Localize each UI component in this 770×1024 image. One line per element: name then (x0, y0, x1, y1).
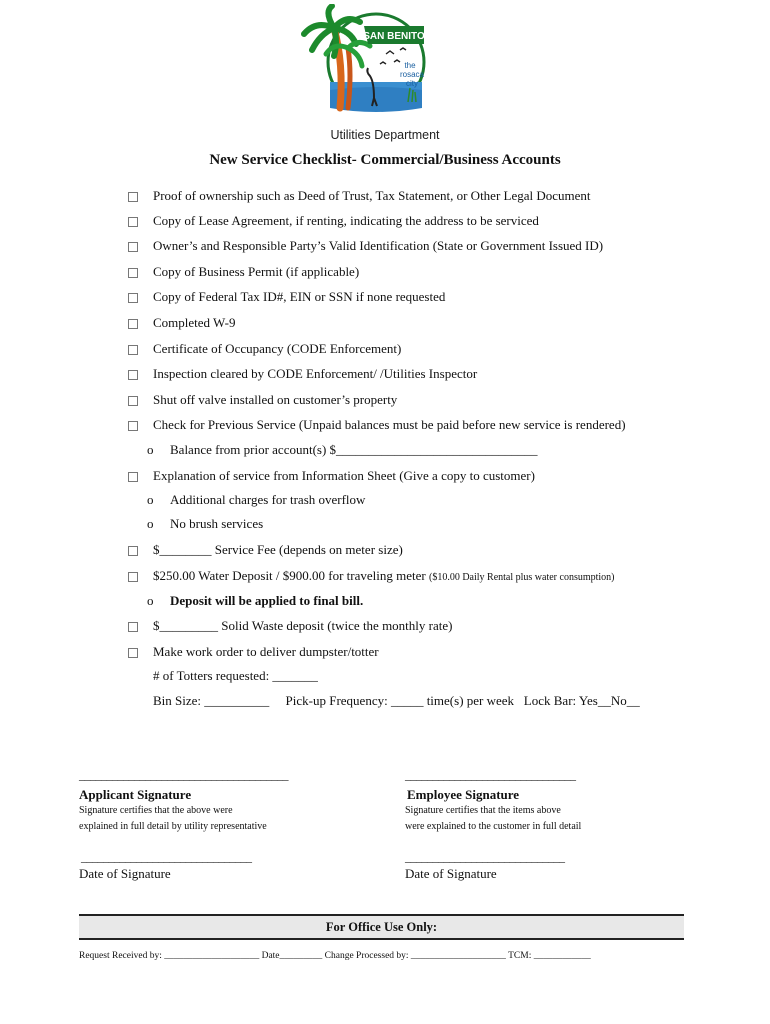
san-benito-logo (290, 4, 446, 124)
checkbox-icon[interactable] (128, 622, 138, 632)
employee-date-line[interactable]: _____________________________ (405, 850, 565, 864)
bin-size-field[interactable]: Bin Size: __________ Pick-up Frequency: _____ time(s) per week Lock Bar: Yes__No__ (153, 693, 640, 708)
employee-signature-line[interactable]: _______________________________ (405, 768, 576, 782)
checkbox-icon[interactable] (128, 546, 138, 556)
checkbox-icon[interactable] (128, 345, 138, 355)
logo-tagline-3: city (406, 79, 418, 88)
checkbox-icon[interactable] (128, 421, 138, 431)
applicant-signature-note-2: explained in full detail by utility representative (79, 821, 267, 832)
checkbox-icon[interactable] (128, 572, 138, 582)
checkbox-icon[interactable] (128, 370, 138, 380)
checkbox-icon[interactable] (128, 319, 138, 329)
water-deposit-note: ($10.00 Daily Rental plus water consumption) (428, 572, 615, 583)
water-deposit-text: $250.00 Water Deposit / $900.00 for traveling meter (153, 568, 426, 583)
applicant-signature-note-1: Signature certifies that the above were (79, 805, 233, 816)
applicant-signature-line[interactable]: ______________________________________ (79, 768, 288, 782)
checkbox-icon[interactable] (128, 648, 138, 658)
sub-bullet: o (147, 442, 154, 457)
applicant-signature-heading: Applicant Signature (79, 787, 192, 802)
checkbox-icon[interactable] (128, 472, 138, 482)
checkbox-icon[interactable] (128, 293, 138, 303)
checkbox-icon[interactable] (128, 217, 138, 227)
sub-bullet: o (147, 593, 154, 608)
checkbox-icon[interactable] (128, 242, 138, 252)
department-name: Utilities Department (330, 128, 440, 142)
applicant-date-label: Date of Signature (79, 866, 171, 881)
checkbox-icon[interactable] (128, 396, 138, 406)
sub-bullet: o (147, 492, 154, 507)
logo-tagline-2: rosaca (399, 70, 425, 79)
sub-bullet: o (147, 516, 154, 531)
logo-name-text: SAN BENITO (363, 31, 425, 42)
checkbox-icon[interactable] (128, 268, 138, 278)
employee-signature-heading: Employee Signature (407, 787, 520, 802)
logo-tagline-1: the (404, 61, 416, 70)
office-use-fields[interactable]: Request Received by: ____________________ Date_________ Change Processed by: ____________________ TCM: ____________ (79, 951, 591, 961)
checkbox-icon[interactable] (128, 192, 138, 202)
page-title: New Service Checklist- Commercial/Business Accounts (209, 152, 561, 168)
employee-signature-note-1: Signature certifies that the items above (405, 805, 561, 816)
office-use-heading: For Office Use Only: (79, 914, 684, 940)
totters-requested-field[interactable]: # of Totters requested: _______ (153, 668, 318, 683)
employee-signature-note-2: were explained to the customer in full detail (405, 821, 582, 832)
employee-date-label: Date of Signature (405, 866, 497, 881)
applicant-date-line[interactable]: _______________________________ (81, 850, 252, 864)
